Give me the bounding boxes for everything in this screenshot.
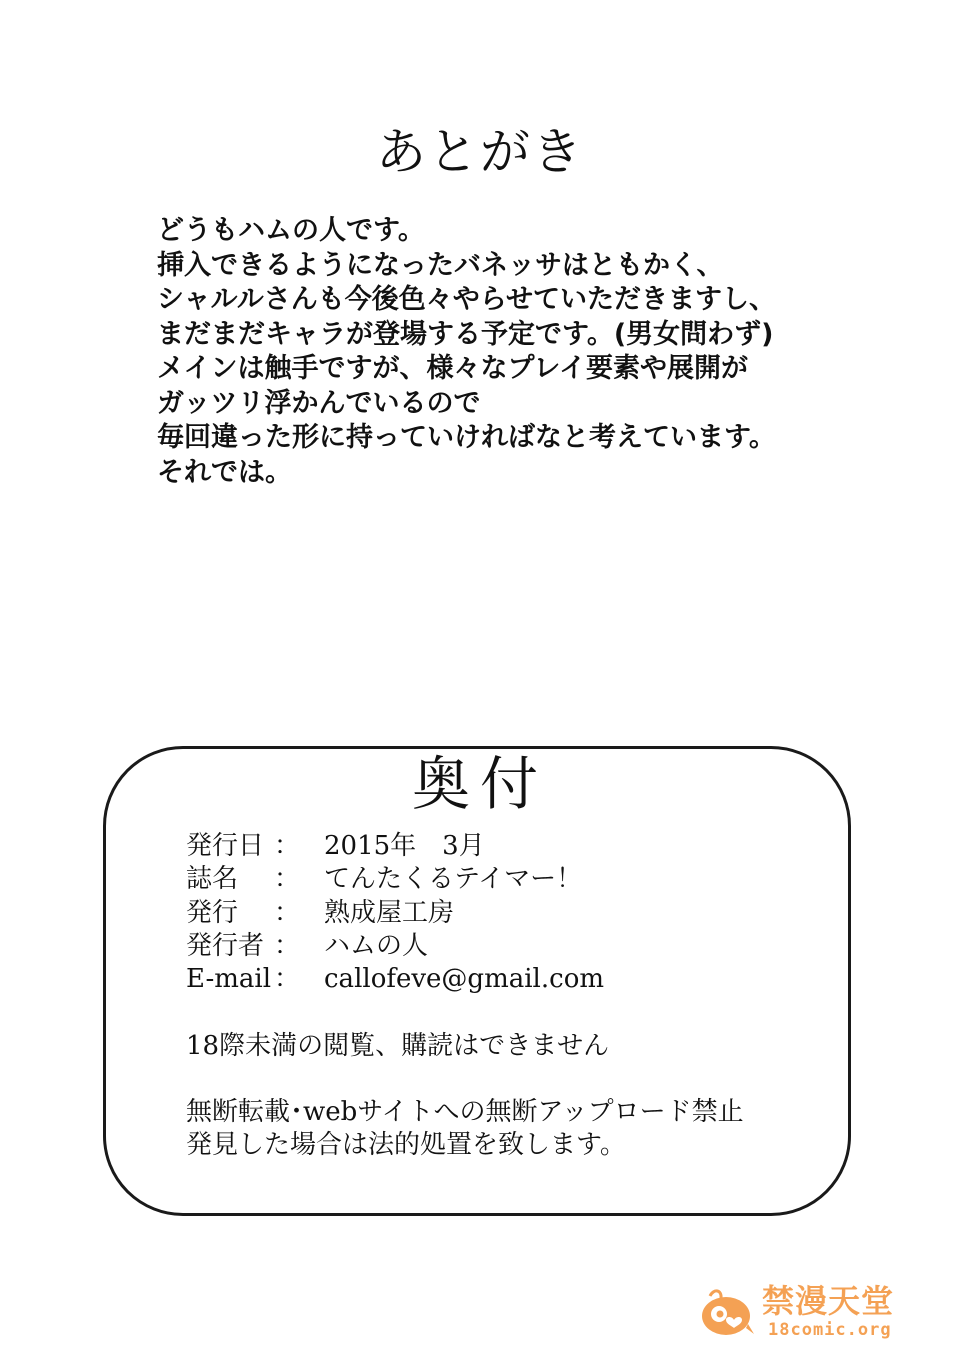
- info-label: E-mail: [186, 964, 272, 995]
- afterword-title: あとがき: [376, 123, 584, 181]
- afterword-body: [157, 214, 877, 490]
- info-colon: ：: [274, 864, 301, 895]
- watermark-name: 禁漫天堂: [762, 1282, 895, 1320]
- reproduction-notice: [186, 1096, 744, 1162]
- info-value: 2015年 3月: [324, 831, 485, 861]
- age-restriction-notice: 18際未満の閲覧、購読はできません: [186, 1031, 610, 1061]
- watermark-url[interactable]: 18comic.org: [768, 1320, 892, 1340]
- info-label: 発行者: [186, 930, 265, 961]
- info-label: 誌名: [186, 864, 239, 895]
- info-colon: ：: [274, 831, 301, 861]
- info-label: 発行日: [186, 831, 265, 861]
- info-value: ハムの人: [324, 930, 429, 961]
- afterword-line: どうもハムの人です。: [157, 215, 425, 246]
- info-colon: ：: [274, 897, 301, 928]
- info-colon: ：: [274, 964, 301, 995]
- afterword-line: まだまだキャラが登場する予定です。(男女問わず): [157, 318, 774, 350]
- info-value: 熟成屋工房: [324, 897, 455, 928]
- afterword-line: ガッツリ浮かんでいるので: [157, 387, 481, 419]
- info-value: てんたくるテイマー！: [324, 864, 583, 895]
- afterword-line: メインは触手ですが、様々なプレイ要素や展開が: [157, 353, 749, 384]
- email-link[interactable]: callofeve@gmail.com: [324, 964, 604, 995]
- info-label: 発行: [186, 897, 239, 928]
- afterword-line: 毎回違った形に持っていければなと考えています。: [157, 422, 776, 453]
- reproduction-notice-line: 発見した場合は法的処置を致します。: [186, 1130, 626, 1160]
- afterword-line: 挿入できるようになったバネッサはともかく、: [157, 249, 724, 281]
- site-watermark: [696, 1282, 936, 1344]
- info-colon: ：: [274, 930, 301, 961]
- colophon-title: 奥付: [411, 750, 548, 818]
- reproduction-notice-line: 無断転載･webサイトへの無断アップロード禁止: [186, 1097, 744, 1127]
- afterword-line: それでは。: [157, 456, 292, 488]
- mascot-icon: [696, 1286, 756, 1338]
- afterword-line: シャルルさんも今後色々やらせていただきますし、: [157, 284, 776, 315]
